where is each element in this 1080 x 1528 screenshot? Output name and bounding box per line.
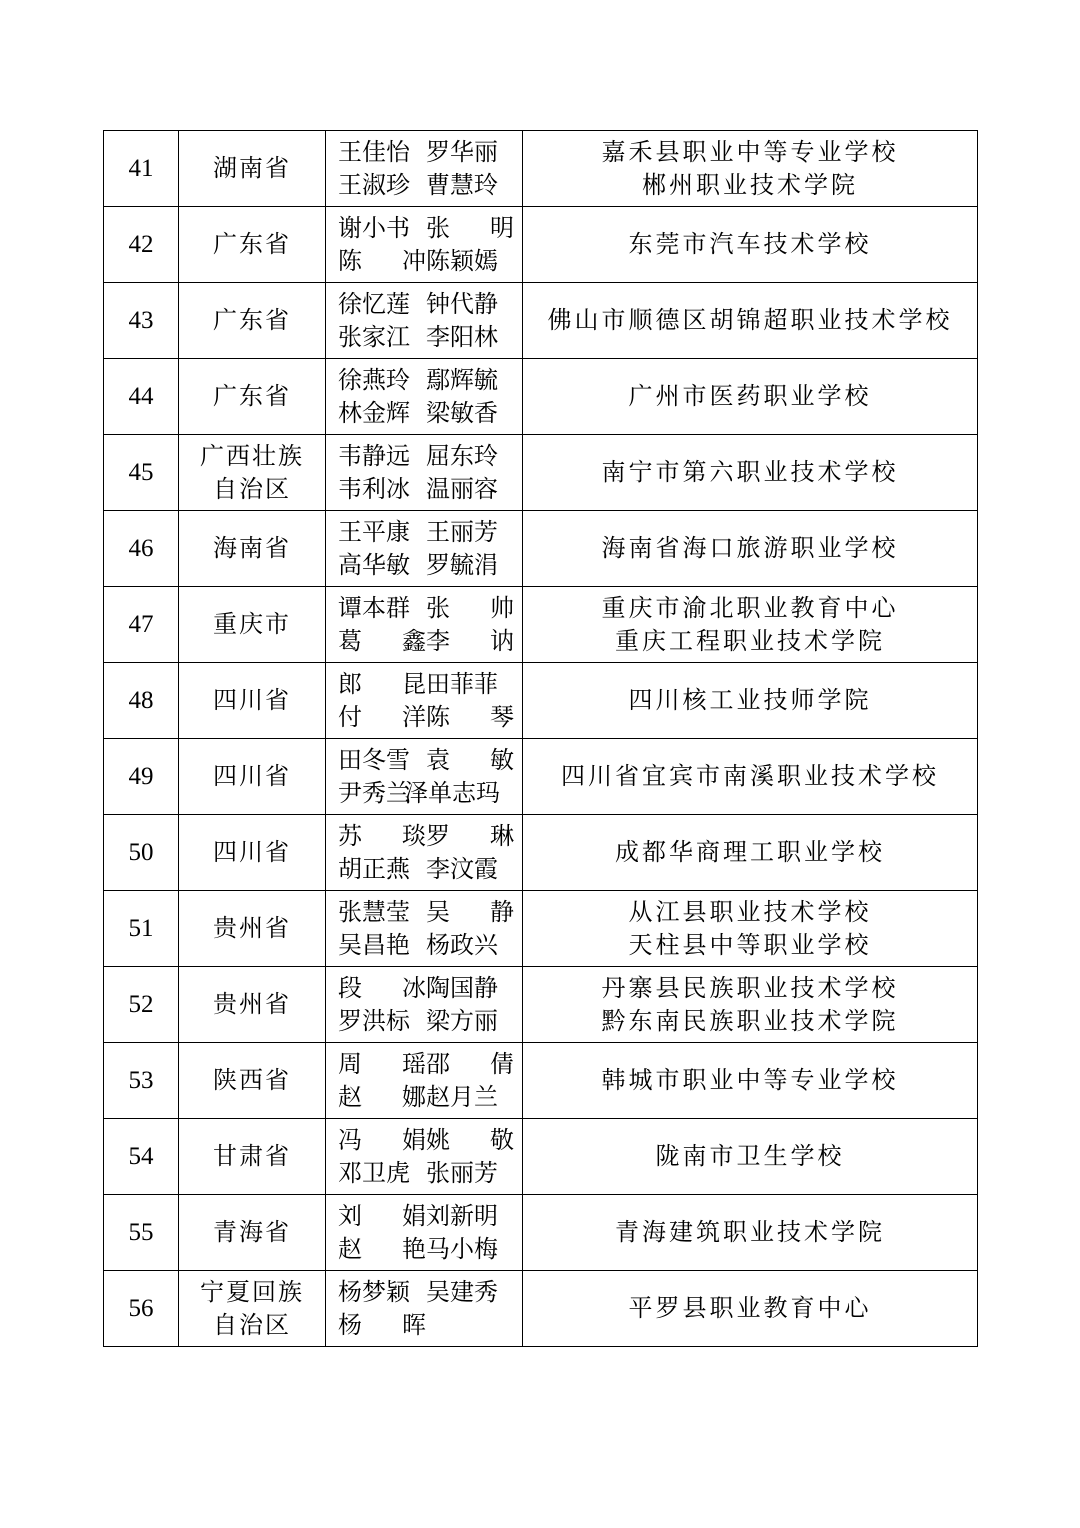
province-cell (179, 511, 326, 587)
person-name: 陈颖嫣 (426, 246, 498, 275)
province-cell (179, 967, 326, 1043)
names-grid (326, 136, 522, 202)
person-name: 张家江 (338, 322, 410, 351)
province-cell (179, 1043, 326, 1119)
row-number: 43 (104, 283, 179, 359)
names-grid (326, 1200, 522, 1266)
person-name: 谢小书 (338, 213, 410, 242)
school-cell (523, 283, 978, 359)
school-cell (523, 131, 978, 207)
school-name: 青海建筑职业技术学院 (615, 1218, 885, 1246)
person-name: 林金辉 (338, 398, 410, 427)
province-cell (179, 1119, 326, 1195)
award-list-table (103, 130, 978, 1347)
person-name (426, 820, 514, 853)
person-name: 张丽芳 (426, 1158, 498, 1187)
person-name: 赵月兰 (426, 1082, 498, 1111)
row-number: 45 (104, 435, 179, 511)
name-char: 冯 (338, 1125, 362, 1154)
table-row (104, 587, 978, 663)
school-name: 陇南市卫生学校 (655, 1142, 845, 1170)
names-cell (326, 207, 523, 283)
name-char: 陈 (338, 246, 362, 275)
row-number: 48 (104, 663, 179, 739)
person-name (338, 1309, 426, 1342)
row-number: 49 (104, 739, 179, 815)
name-char: 郎 (338, 669, 362, 698)
names-grid (326, 516, 522, 582)
province-cell (179, 283, 326, 359)
person-name: 杨梦颖 (338, 1277, 410, 1306)
person-name (426, 1048, 514, 1081)
person-name: 罗华丽 (426, 137, 498, 166)
name-char: 赵 (338, 1234, 362, 1263)
name-char: 冰 (402, 973, 426, 1002)
name-char: 葛 (338, 626, 362, 655)
province-text: 陕西省 (213, 1066, 291, 1094)
school-name: 重庆工程职业技术学院 (615, 626, 885, 655)
names-grid (326, 1276, 522, 1342)
names-grid (326, 212, 522, 278)
names-cell (326, 131, 523, 207)
school-name: 嘉禾县职业中等专业学校 (601, 137, 899, 166)
names-cell (326, 967, 523, 1043)
school-cell (523, 207, 978, 283)
row-number: 41 (104, 131, 179, 207)
names-cell (326, 1043, 523, 1119)
name-char: 敬 (490, 1125, 514, 1154)
person-name: 梁敏香 (426, 398, 498, 427)
province-text: 四川省 (213, 762, 291, 790)
province-text: 广东省 (213, 382, 291, 410)
province-cell (179, 1271, 326, 1347)
table-row (104, 435, 978, 511)
province-text: 宁夏回族 (200, 1277, 304, 1306)
person-name: 罗毓涓 (426, 550, 498, 579)
table-row (104, 207, 978, 283)
province-text: 广西壮族 (200, 441, 304, 470)
person-name: 鄢辉毓 (426, 365, 498, 394)
person-name (426, 1309, 514, 1342)
province-text: 甘肃省 (213, 1142, 291, 1170)
province-cell (179, 207, 326, 283)
name-char: 周 (338, 1049, 362, 1078)
school-name: 四川省宜宾市南溪职业技术学校 (561, 762, 939, 790)
names-cell (326, 283, 523, 359)
school-name: 海南省海口旅游职业学校 (601, 534, 899, 562)
person-name (426, 1124, 514, 1157)
school-cell (523, 1271, 978, 1347)
table-row (104, 663, 978, 739)
person-name (338, 245, 426, 278)
name-char: 邵 (426, 1049, 450, 1078)
table-body (104, 131, 978, 1347)
name-char: 讷 (490, 626, 514, 655)
table-row (104, 1043, 978, 1119)
person-name: 王淑珍 (338, 170, 410, 199)
names-grid (326, 896, 522, 962)
province-cell (179, 1195, 326, 1271)
province-text: 自治区 (213, 474, 291, 503)
name-char: 静 (490, 897, 514, 926)
table-row (104, 739, 978, 815)
names-cell (326, 511, 523, 587)
person-name: 李汶霞 (426, 854, 498, 883)
name-char: 鑫 (402, 626, 426, 655)
school-cell (523, 359, 978, 435)
person-name (338, 1200, 426, 1233)
province-cell (179, 815, 326, 891)
row-number: 55 (104, 1195, 179, 1271)
name-char: 倩 (490, 1049, 514, 1078)
school-cell (523, 891, 978, 967)
row-number: 52 (104, 967, 179, 1043)
names-cell (326, 1195, 523, 1271)
person-name (338, 820, 426, 853)
name-char: 袁 (426, 745, 450, 774)
school-name: 韩城市职业中等专业学校 (601, 1066, 899, 1094)
school-name: 四川核工业技师学院 (628, 686, 872, 714)
name-char: 帅 (490, 593, 514, 622)
province-cell (179, 435, 326, 511)
school-cell (523, 1119, 978, 1195)
name-char: 昆 (402, 669, 426, 698)
table-row (104, 1271, 978, 1347)
table-row (104, 131, 978, 207)
school-cell (523, 739, 978, 815)
province-text: 广东省 (213, 306, 291, 334)
person-name (338, 668, 426, 701)
person-name: 韦利冰 (338, 474, 410, 503)
names-cell (326, 739, 523, 815)
name-char: 娟 (402, 1201, 426, 1230)
person-name (338, 1048, 426, 1081)
person-name (426, 896, 514, 929)
names-grid (326, 972, 522, 1038)
name-char: 娜 (402, 1082, 426, 1111)
names-grid (326, 744, 522, 810)
names-grid (326, 592, 522, 658)
names-grid (326, 668, 522, 734)
names-cell (326, 663, 523, 739)
name-char: 罗 (426, 821, 450, 850)
person-name: 梁方丽 (426, 1006, 498, 1035)
school-cell (523, 967, 978, 1043)
person-name: 钟代静 (426, 289, 498, 318)
names-grid (326, 364, 522, 430)
names-grid (326, 820, 522, 886)
person-name (338, 1081, 426, 1114)
person-name: 吴建秀 (426, 1277, 498, 1306)
school-cell (523, 587, 978, 663)
province-text: 海南省 (213, 534, 291, 562)
province-cell (179, 739, 326, 815)
row-number: 56 (104, 1271, 179, 1347)
name-char: 娟 (402, 1125, 426, 1154)
person-name: 马小梅 (426, 1234, 498, 1263)
person-name: 屈东玲 (426, 441, 498, 470)
school-name: 佛山市顺德区胡锦超职业技术学校 (547, 306, 953, 334)
person-name (426, 212, 514, 245)
province-text: 自治区 (213, 1310, 291, 1339)
person-name: 徐燕玲 (338, 365, 410, 394)
name-char: 瑶 (402, 1049, 426, 1078)
school-name: 丹寨县民族职业技术学校 (601, 973, 899, 1002)
person-name: 韦静远 (338, 441, 410, 470)
names-cell (326, 587, 523, 663)
school-name: 广州市医药职业学校 (628, 382, 872, 410)
person-name: 吴昌艳 (338, 930, 410, 959)
person-name: 邓卫虎 (338, 1158, 410, 1187)
province-text: 贵州省 (213, 914, 291, 942)
table-row (104, 967, 978, 1043)
name-char: 琴 (490, 702, 514, 731)
row-number: 42 (104, 207, 179, 283)
school-cell (523, 1195, 978, 1271)
name-char: 张 (426, 593, 450, 622)
person-name: 陶国静 (426, 973, 498, 1002)
person-name: 泽单志玛 (404, 778, 500, 807)
province-text: 四川省 (213, 686, 291, 714)
name-char: 付 (338, 702, 362, 731)
school-cell (523, 1043, 978, 1119)
name-char: 李 (426, 626, 450, 655)
province-cell (179, 131, 326, 207)
school-name: 郴州职业技术学院 (642, 170, 858, 199)
name-char: 琳 (490, 821, 514, 850)
table-row (104, 815, 978, 891)
names-grid (326, 440, 522, 506)
province-text: 青海省 (213, 1218, 291, 1246)
school-name: 从江县职业技术学校 (628, 897, 872, 926)
province-cell (179, 587, 326, 663)
name-char: 刘 (338, 1201, 362, 1230)
name-char: 段 (338, 973, 362, 1002)
name-char: 张 (426, 213, 450, 242)
row-number: 50 (104, 815, 179, 891)
province-cell (179, 891, 326, 967)
person-name: 张慧莹 (338, 897, 410, 926)
province-cell (179, 663, 326, 739)
table-row (104, 359, 978, 435)
person-name: 曹慧玲 (426, 170, 498, 199)
table-row (104, 1195, 978, 1271)
names-cell (326, 1271, 523, 1347)
names-grid (326, 288, 522, 354)
province-text: 广东省 (213, 230, 291, 258)
school-name: 成都华商理工职业学校 (615, 838, 885, 866)
province-cell (179, 359, 326, 435)
table-row (104, 283, 978, 359)
province-text: 四川省 (213, 838, 291, 866)
person-name: 温丽容 (426, 474, 498, 503)
table-row (104, 891, 978, 967)
school-name: 南宁市第六职业技术学校 (601, 458, 899, 486)
name-char: 吴 (426, 897, 450, 926)
school-name: 重庆市渝北职业教育中心 (601, 593, 899, 622)
row-number: 46 (104, 511, 179, 587)
name-char: 敏 (490, 745, 514, 774)
person-name: 尹秀兰 (338, 778, 410, 807)
person-name (338, 972, 426, 1005)
person-name: 田菲菲 (426, 669, 498, 698)
province-text: 贵州省 (213, 990, 291, 1018)
names-cell (326, 435, 523, 511)
person-name (338, 1233, 426, 1266)
table-row (104, 1119, 978, 1195)
table-row (104, 511, 978, 587)
name-char: 冲 (402, 246, 426, 275)
person-name: 谭本群 (338, 593, 410, 622)
school-name: 平罗县职业教育中心 (628, 1294, 872, 1322)
name-char: 琰 (402, 821, 426, 850)
school-cell (523, 815, 978, 891)
person-name: 罗洪标 (338, 1006, 410, 1035)
row-number: 53 (104, 1043, 179, 1119)
name-char: 艳 (402, 1234, 426, 1263)
name-char: 赵 (338, 1082, 362, 1111)
school-cell (523, 435, 978, 511)
person-name (426, 701, 514, 734)
name-char: 杨 (338, 1310, 362, 1339)
person-name: 王佳怡 (338, 137, 410, 166)
person-name: 胡正燕 (338, 854, 410, 883)
names-cell (326, 815, 523, 891)
row-number: 47 (104, 587, 179, 663)
names-cell (326, 1119, 523, 1195)
name-char: 苏 (338, 821, 362, 850)
person-name: 李阳林 (426, 322, 498, 351)
person-name (426, 592, 514, 625)
school-cell (523, 511, 978, 587)
person-name (338, 701, 426, 734)
name-char: 陈 (426, 702, 450, 731)
person-name (426, 744, 514, 777)
name-char: 晖 (402, 1310, 426, 1339)
school-name: 天柱县中等职业学校 (628, 930, 872, 959)
school-name: 黔东南民族职业技术学院 (601, 1006, 899, 1035)
row-number: 54 (104, 1119, 179, 1195)
names-cell (326, 891, 523, 967)
province-text: 湖南省 (213, 154, 291, 182)
person-name: 徐忆莲 (338, 289, 410, 318)
names-cell (326, 359, 523, 435)
person-name (338, 1124, 426, 1157)
person-name (426, 625, 514, 658)
person-name: 杨政兴 (426, 930, 498, 959)
person-name: 田冬雪 (338, 745, 410, 774)
name-char: 姚 (426, 1125, 450, 1154)
name-char: 明 (490, 213, 514, 242)
province-text: 重庆市 (213, 610, 291, 638)
names-grid (326, 1124, 522, 1190)
row-number: 51 (104, 891, 179, 967)
person-name: 高华敏 (338, 550, 410, 579)
name-char: 洋 (402, 702, 426, 731)
school-cell (523, 663, 978, 739)
person-name (338, 625, 426, 658)
person-name: 王丽芳 (426, 517, 498, 546)
names-grid (326, 1048, 522, 1114)
person-name: 刘新明 (426, 1201, 498, 1230)
school-name: 东莞市汽车技术学校 (628, 230, 872, 258)
person-name: 王平康 (338, 517, 410, 546)
row-number: 44 (104, 359, 179, 435)
